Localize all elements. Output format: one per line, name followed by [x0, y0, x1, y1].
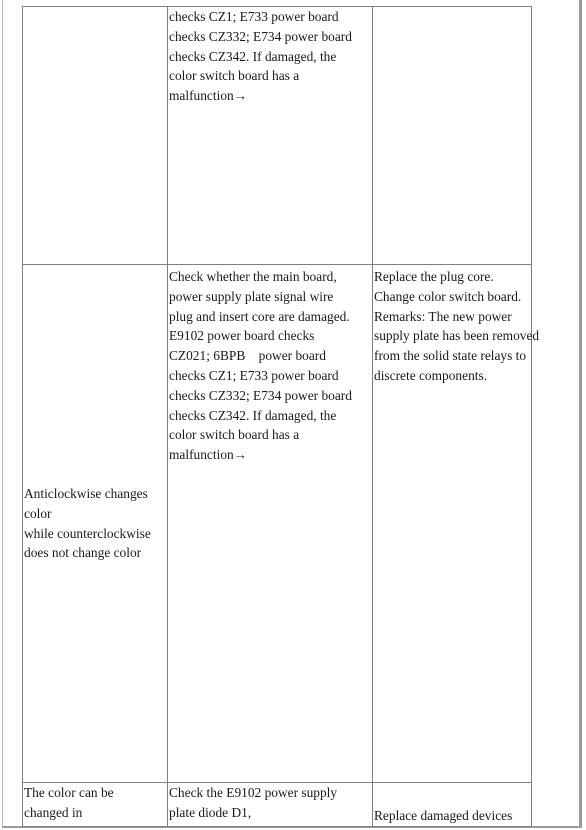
solution-line: Change color switch board. [374, 288, 522, 304]
check-line: checks CZ332; E734 power board [169, 28, 352, 44]
check-line: checks CZ342. If damaged, the [169, 48, 337, 64]
solution-cell [373, 7, 532, 265]
solution-cell [373, 265, 540, 783]
check-line: plate diode D1, [169, 804, 252, 820]
check-line: malfunction→ [169, 88, 248, 104]
check-line: checks CZ1; E733 power board [169, 9, 339, 24]
check-line: power supply plate signal wire [169, 288, 334, 304]
solution-line: supply plate has been removed [374, 328, 540, 344]
symptom-line: does not change color [24, 545, 142, 561]
table-row [23, 783, 532, 827]
check-line: checks CZ332; E734 power board [169, 387, 352, 403]
check-line: color switch board has a [169, 427, 300, 443]
solution-cell [373, 783, 532, 827]
check-line: color switch board has a [169, 68, 300, 84]
solution-line: Replace the plug core. [374, 269, 494, 284]
check-line: Check the E9102 power supply [169, 785, 338, 800]
symptom-line: color [24, 505, 52, 521]
check-line: checks CZ1; E733 power board [169, 367, 339, 383]
symptom-line: changed in [24, 804, 83, 820]
troubleshooting-table [22, 6, 540, 827]
check-line: E9102 power board checks [169, 328, 315, 344]
solution-line: from the solid state relays to [374, 348, 527, 364]
check-line: plug and insert core are damaged. [169, 308, 350, 324]
check-line: checks CZ342. If damaged, the [169, 407, 337, 423]
solution-text: Replace damaged devices [374, 808, 513, 824]
solution-line: discrete components. [374, 367, 488, 383]
check-cell [168, 265, 373, 783]
table-row [23, 7, 532, 265]
check-line: malfunction→ [169, 447, 248, 463]
symptom-line: The color can be [24, 785, 114, 800]
check-cell [168, 7, 373, 265]
solution-line: Remarks: The new power [374, 308, 512, 324]
symptom-cell [23, 783, 168, 827]
check-line: CZ021; 6BPB power board [169, 348, 326, 364]
check-line: Check whether the main board, [169, 269, 337, 284]
table-row [23, 265, 532, 783]
symptom-line: Anticlockwise changes [24, 485, 148, 501]
check-cell [168, 783, 373, 827]
symptom-cell [23, 7, 168, 265]
symptom-line: while counterclockwise [24, 525, 151, 541]
symptom-cell [23, 265, 168, 783]
